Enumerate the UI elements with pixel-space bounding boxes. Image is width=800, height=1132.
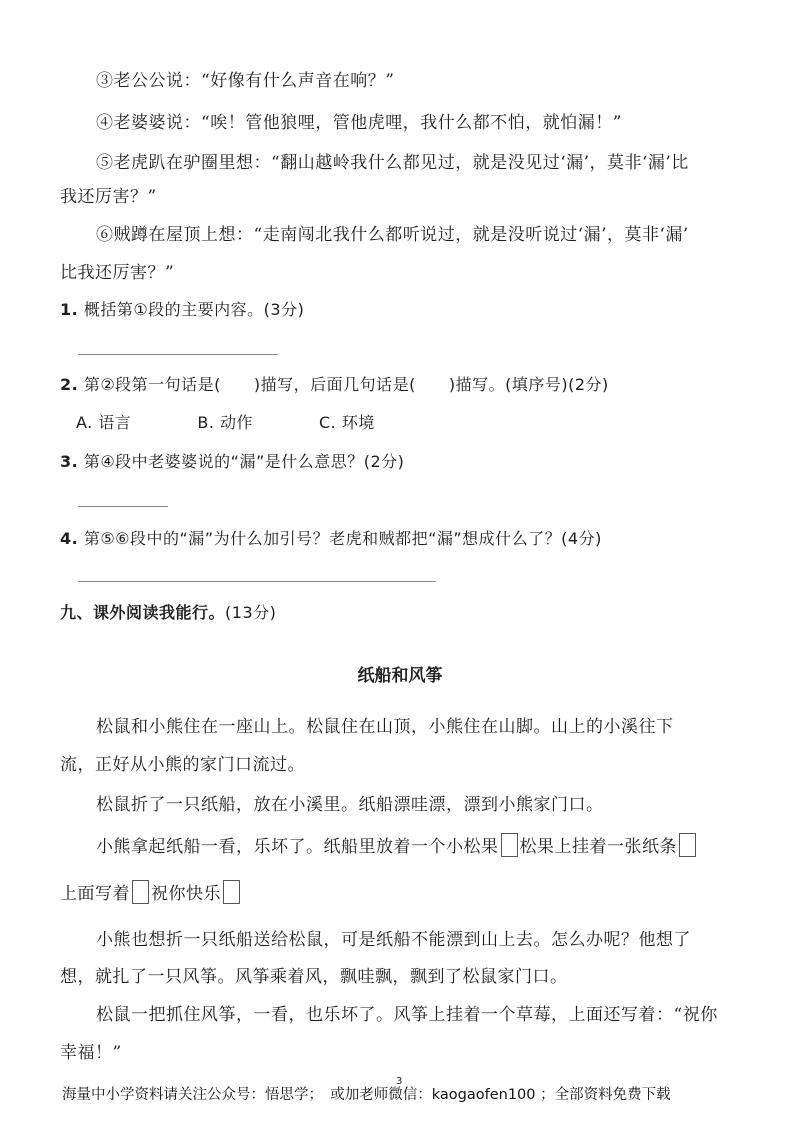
- story-paragraph-4-line-2: 想，就扎了一只风筝。风筝乘着风，飘哇飘，飘到了松鼠家门口。: [60, 967, 568, 987]
- question-3: [60, 449, 404, 472]
- question-3-number: 3.: [60, 452, 79, 471]
- paragraph-5-line-1: ⑤老虎趴在驴圈里想：“翻山越岭我什么都见过，就是没见过‘漏’，莫非‘漏’比: [96, 153, 689, 173]
- story-paragraph-1-line-2: 流，正好从小熊的家门口流过。: [60, 755, 305, 775]
- question-2-text: 第②段第一句话是( )描写，后面几句话是( )描写。(填序号)(2分): [83, 375, 609, 394]
- punctuation-blank-4[interactable]: [223, 880, 240, 904]
- answer-line-4[interactable]: [78, 581, 436, 582]
- answer-line-1[interactable]: [78, 354, 278, 355]
- story-paragraph-2: 松鼠折了一只纸船，放在小溪里。纸船漂哇漂，漂到小熊家门口。: [96, 795, 604, 815]
- paragraph-6-line-2: 比我还厉害？”: [60, 263, 175, 283]
- paragraph-5-line-2: 我还厉害？”: [60, 187, 157, 207]
- story-paragraph-1-line-1: 松鼠和小熊住在一座山上。松鼠住在山顶，小熊住在山脚。山上的小溪往下: [96, 717, 674, 737]
- section-9-score: (13分): [225, 603, 277, 622]
- story-p3-segment-c: 上面写着: [60, 884, 130, 904]
- question-2-options: A. 语言 B. 动作 C. 环境: [76, 413, 375, 432]
- question-4: [60, 526, 602, 549]
- question-2: [60, 372, 609, 395]
- story-paragraph-3-line-2: [60, 879, 242, 904]
- page-number: 3: [396, 1076, 403, 1087]
- question-4-number: 4.: [60, 529, 79, 548]
- question-1: [60, 297, 304, 320]
- story-paragraph-5-line-1: 松鼠一把抓住风筝，一看，也乐坏了。风筝上挂着一个草莓，上面还写着：“祝你: [96, 1005, 718, 1025]
- question-3-text: 第④段中老婆婆说的“漏”是什么意思？(2分): [83, 452, 405, 471]
- story-p3-segment-d: 祝你快乐: [151, 884, 221, 904]
- question-4-text: 第⑤⑥段中的“漏”为什么加引号？老虎和贼都把“漏”想成什么了？(4分): [83, 529, 602, 548]
- section-9-label: 九、课外阅读我能行。: [60, 603, 226, 622]
- question-1-text: 概括第①段的主要内容。(3分): [83, 300, 305, 319]
- question-1-number: 1.: [60, 300, 79, 319]
- punctuation-blank-2[interactable]: [679, 833, 696, 857]
- punctuation-blank-1[interactable]: [501, 833, 518, 857]
- punctuation-blank-3[interactable]: [132, 880, 149, 904]
- paragraph-6-line-1: ⑥贼蹲在屋顶上想：“走南闯北我什么都听说过，就是没听说过‘漏’，莫非‘漏’: [96, 225, 689, 245]
- story-p3-segment-a: 小熊拿起纸船一看，乐坏了。纸船里放着一个小松果: [96, 837, 499, 857]
- story-paragraph-3-line-1: [96, 832, 698, 857]
- question-2-number: 2.: [60, 375, 79, 394]
- section-9-heading: [60, 600, 276, 623]
- story-paragraph-4-line-1: 小熊也想折一只纸船送给松鼠，可是纸船不能漂到山上去。怎么办呢？他想了: [96, 930, 691, 950]
- answer-line-3[interactable]: [78, 506, 168, 507]
- story-paragraph-5-line-2: 幸福！”: [60, 1043, 122, 1063]
- paragraph-4: ④老婆婆说：“唉！管他狼哩，管他虎哩，我什么都不怕，就怕漏！”: [96, 113, 622, 133]
- story-title: 纸船和风筝: [357, 666, 443, 686]
- footer-notice: 海量中小学资料请关注公众号：悟思学； 或加老师微信：kaogaofen100 ；全部资料免费下载: [62, 1087, 671, 1103]
- paragraph-3: ③老公公说：“好像有什么声音在响？”: [96, 71, 395, 91]
- story-p3-segment-b: 松果上挂着一张纸条: [519, 837, 677, 857]
